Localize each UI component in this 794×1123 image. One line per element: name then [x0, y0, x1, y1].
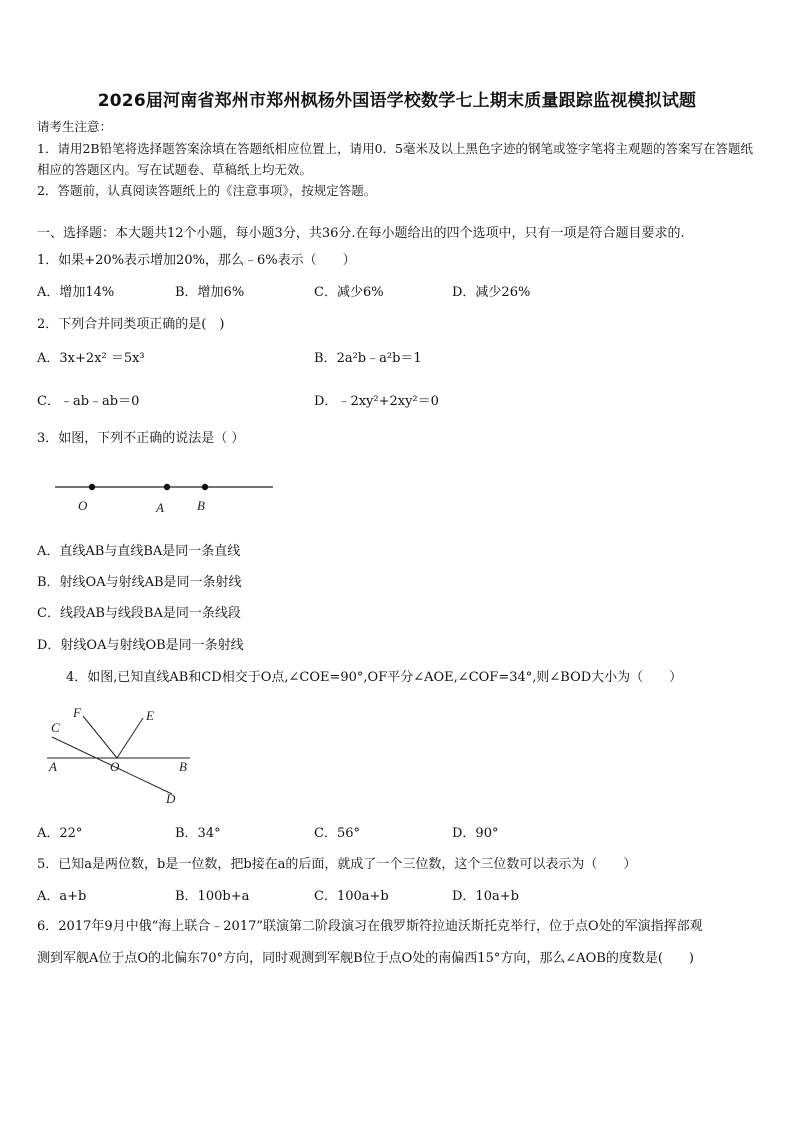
point-a-dot [164, 484, 170, 490]
point-a-label: A [156, 500, 164, 515]
point-o-label-2: O [110, 759, 120, 774]
q5-option-b: B．100b+a [175, 889, 250, 904]
q4-option-a: A．22° [37, 826, 83, 841]
point-f-label: F [73, 705, 81, 720]
q2-option-b-label: B． [314, 351, 337, 366]
q1-stem: 1．如果+20%表示增加20%，那么﹣6%表示（ ） [37, 253, 356, 268]
point-o-label: O [78, 498, 88, 513]
q3-option-b: B．射线OA与射线AB是同一条射线 [37, 575, 242, 590]
point-b-label: B [197, 498, 205, 513]
q1-option-b: B．增加6% [175, 285, 245, 300]
q2-option-a-label: A． [37, 351, 60, 366]
q6-stem-line-2: 测到军舰A位于点O的北偏东70°方向，同时观测到军舰B位于点O处的南偏西15°方向，那么∠AOB的度数是( ) [37, 951, 694, 966]
q5-option-d: D．10a+b [452, 889, 519, 904]
ray-of [83, 716, 117, 758]
q4-option-b: B．34° [175, 826, 221, 841]
q3-option-d: D．射线OA与射线OB是同一条射线 [37, 638, 244, 653]
point-e-label: E [146, 708, 154, 723]
q4-option-c: C．56° [314, 826, 360, 841]
q2-option-b-expr: 2a²b﹣a²b＝1 [336, 351, 422, 366]
q3-option-c: C．线段AB与线段BA是同一条线段 [37, 606, 241, 621]
point-a-label-2: A [49, 759, 57, 774]
q5-stem: 5．已知a是两位数，b是一位数，把b接在a的后面，就成了一个三位数，这个三位数可以表示为（ ） [37, 857, 637, 872]
q5-option-a: A．a+b [37, 889, 87, 904]
exam-title: 2026届河南省郑州市郑州枫杨外国语学校数学七上期末质量跟踪监视模拟试题 [97, 91, 697, 111]
q4-option-d: D．90° [452, 826, 499, 841]
q1-option-c: C．减少6% [314, 285, 384, 300]
q6-stem-line-1: 6．2017年9月中俄“海上联合﹣2017”联演第二阶段演习在俄罗斯符拉迪沃斯托克举行，位于点O处的军演指挥部观 [37, 919, 703, 934]
q2-option-d-label: D． [314, 394, 338, 409]
q5-option-c: C．100a+b [314, 889, 389, 904]
point-o-dot [89, 484, 95, 490]
point-c-label: C [51, 720, 60, 735]
point-b-dot [202, 484, 208, 490]
q3-option-a: A．直线AB与直线BA是同一条直线 [37, 544, 241, 559]
q3-stem: 3．如图，下列不正确的说法是（ ） [37, 431, 245, 446]
notice-item-1: 1．请用2B铅笔将选择题答案涂填在答题纸相应位置上，请用0．5毫米及以上黑色字迹的钢笔或签字笔将主观题的答案写在答题纸相应的答题区内。写在试题卷、草稿纸上均无效。 [37, 141, 753, 177]
q1-option-a: A．增加14% [37, 285, 115, 300]
q4-stem: 4．如图,已知直线AB和CD相交于O点,∠COE=90°,OF平分∠AOE,∠COF=34°,则∠BOD大小为（ ） [66, 670, 683, 685]
q2-option-a [37, 347, 145, 366]
q2-option-c [37, 390, 139, 409]
q2-option-c-expr: ﹣ab﹣ab＝0 [59, 394, 140, 409]
notice-item-2: 2．答题前，认真阅读答题纸上的《注意事项》，按规定答题。 [37, 183, 377, 198]
ray-oe [117, 718, 143, 758]
q4-angle-figure [40, 700, 200, 810]
q2-option-b [314, 347, 422, 366]
notice-heading: 请考生注意： [37, 119, 113, 134]
q2-option-c-label: C． [37, 394, 60, 409]
q2-option-d [314, 390, 439, 409]
point-d-label: D [166, 791, 176, 806]
q2-stem: 2．下列合并同类项正确的是( ) [37, 317, 225, 332]
section-heading: 一、选择题：本大题共12个小题，每小题3分，共36分.在每小题给出的四个选项中，只有一项是符合题目要求的. [37, 226, 685, 241]
q3-line-figure [50, 470, 280, 520]
q2-option-d-expr: ﹣2xy²+2xy²＝0 [337, 394, 439, 409]
point-b-label-2: B [179, 759, 187, 774]
q1-option-d: D．减少26% [452, 285, 531, 300]
q2-option-a-expr: 3x+2x² ＝5x³ [59, 351, 145, 366]
